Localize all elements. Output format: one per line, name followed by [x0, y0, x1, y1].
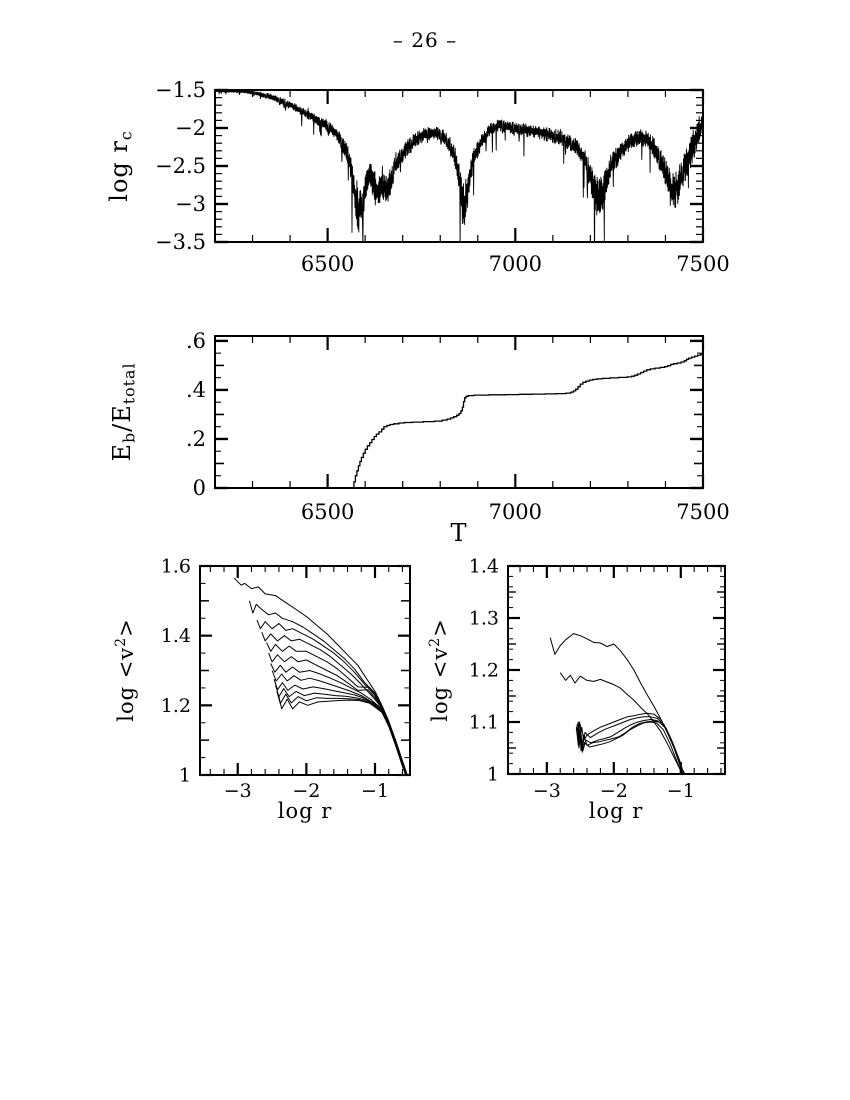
- core-radius-vs-time-x-tick-label: 7000: [488, 252, 543, 276]
- velocity-dispersion-left-x-tick-label: −2: [292, 780, 321, 802]
- velocity-dispersion-right-y-tick-label: 1.4: [468, 555, 499, 578]
- velocity-dispersion-left-x-tick-label: −1: [360, 780, 390, 802]
- binding-energy-vs-time-trace: [215, 354, 703, 488]
- binding-energy-vs-time-frame: [215, 336, 703, 488]
- velocity-dispersion-right-x-axis-label: log r: [588, 799, 644, 823]
- core-radius-vs-time-y-tick-label: −2: [175, 116, 206, 141]
- velocity-dispersion-right-y-tick-label: 1: [486, 763, 499, 786]
- velocity-dispersion-left-y-tick-label: 1.6: [160, 555, 191, 578]
- velocity-dispersion-right-frame: [508, 566, 725, 774]
- velocity-dispersion-left-y-tick-label: 1.2: [160, 694, 191, 717]
- core-radius-vs-time-y-tick-label: −1.5: [155, 78, 206, 103]
- velocity-dispersion-right-x-tick-label: −3: [532, 780, 561, 802]
- page-number: – 26 –: [392, 28, 458, 52]
- core-radius-vs-time-y-tick-label: −2.5: [155, 154, 206, 179]
- binding-energy-vs-time-y-tick-label: .2: [185, 427, 206, 452]
- core-radius-vs-time-y-tick-label: −3.5: [155, 230, 206, 255]
- velocity-dispersion-right-y-tick-label: 1.2: [468, 659, 499, 682]
- core-radius-vs-time-trace: [215, 89, 703, 265]
- binding-energy-vs-time-y-tick-label: 0: [192, 476, 206, 501]
- velocity-dispersion-left-series-group: [234, 578, 408, 781]
- binding-energy-vs-time-x-tick-label: 7000: [488, 500, 543, 524]
- velocity-dispersion-right-y-axis-label: $\log <v^2>$: [427, 618, 452, 722]
- velocity-dispersion-left-x-axis-label: log r: [277, 799, 333, 823]
- velocity-dispersion-left-y-tick-label: 1: [178, 764, 191, 787]
- binding-energy-vs-time-series-group: [215, 354, 703, 488]
- binding-energy-vs-time-x-tick-label: 7500: [676, 500, 730, 524]
- velocity-dispersion-right-curve-2: [576, 713, 685, 776]
- velocity-dispersion-left-y-tick-label: 1.4: [160, 625, 191, 648]
- velocity-dispersion-right-x-tick-label: −1: [666, 780, 695, 802]
- velocity-dispersion-left-curve-11: [279, 697, 408, 781]
- velocity-dispersion-right-y-tick-label: 1.1: [468, 711, 499, 734]
- velocity-dispersion-left: [113, 555, 410, 823]
- velocity-dispersion-right-y-tick-label: 1.3: [468, 607, 499, 630]
- velocity-dispersion-right-series-group: [550, 634, 686, 779]
- binding-energy-vs-time-x-axis-label: T: [450, 519, 468, 547]
- binding-energy-vs-time-y-axis-label: Eb/Etotal: [108, 362, 139, 462]
- velocity-dispersion-right-curve-0: [550, 634, 685, 775]
- core-radius-vs-time: [105, 78, 730, 276]
- velocity-dispersion-right: [427, 555, 725, 823]
- core-radius-vs-time-y-tick-label: −3: [175, 192, 206, 217]
- core-radius-vs-time-x-tick-label: 7500: [676, 252, 730, 276]
- binding-energy-vs-time: [108, 329, 730, 547]
- core-radius-vs-time-series-group: [215, 89, 703, 265]
- velocity-dispersion-right-x-tick-label: −2: [599, 780, 628, 802]
- velocity-dispersion-left-y-axis-label: $\log <v^2>$: [113, 618, 138, 722]
- binding-energy-vs-time-x-tick-label: 6500: [300, 500, 355, 524]
- core-radius-vs-time-x-tick-label: 6500: [300, 252, 355, 276]
- binding-energy-vs-time-y-tick-label: .4: [185, 378, 206, 403]
- binding-energy-vs-time-y-tick-label: .6: [185, 329, 206, 354]
- velocity-dispersion-left-x-tick-label: −3: [223, 780, 252, 802]
- core-radius-vs-time-y-axis-label: log rc: [105, 130, 136, 202]
- velocity-dispersion-left-frame: [200, 566, 410, 775]
- velocity-dispersion-left-curve-8: [274, 679, 408, 780]
